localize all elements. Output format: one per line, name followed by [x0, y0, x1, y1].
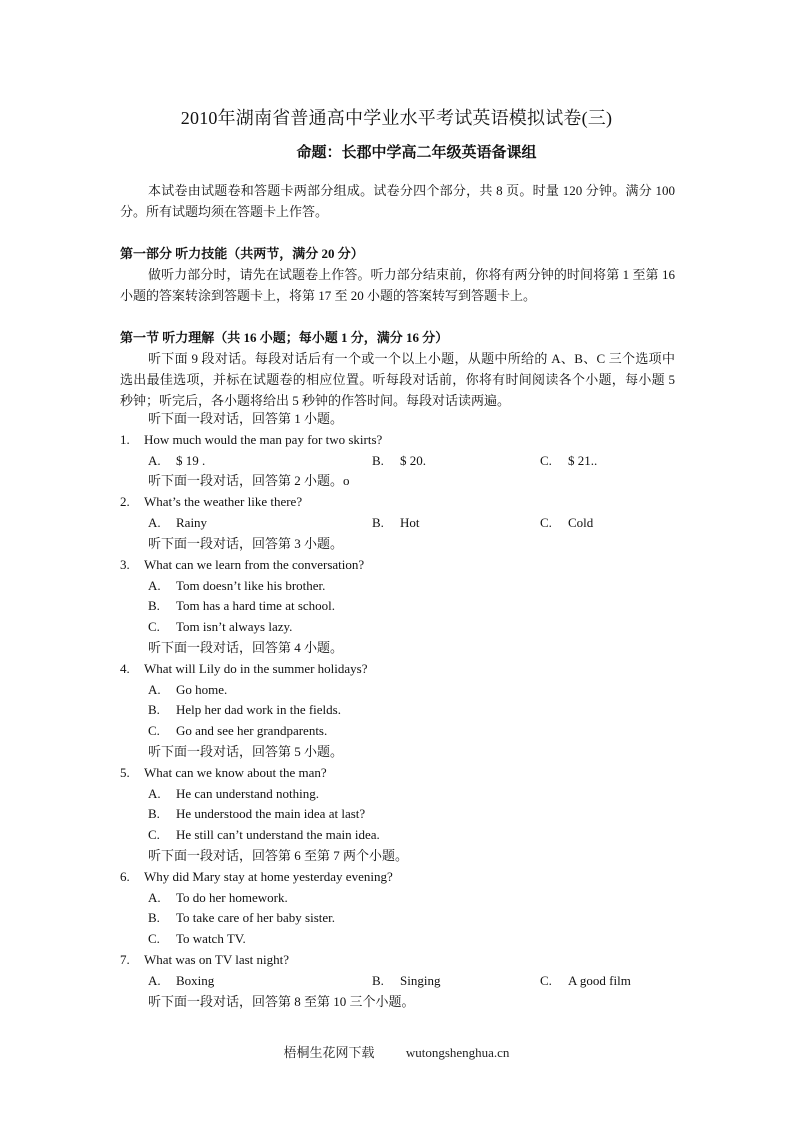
question-6: [120, 867, 393, 887]
question-number: 6.: [120, 869, 130, 884]
question-number: 2.: [120, 494, 130, 509]
dialogue-prompt: 听下面一段对话，回答第 5 小题。: [148, 744, 344, 759]
dialogue-prompt: 听下面一段对话，回答第 8 至第 10 三个小题。: [148, 994, 415, 1009]
question-2: [120, 492, 302, 512]
question-number: 4.: [120, 661, 130, 676]
option-a: A. Go home.: [148, 682, 228, 697]
question-number: 7.: [120, 952, 130, 967]
section1-heading: 第一节 听力理解（共 16 小题；每小题 1 分，满分 16 分）: [120, 330, 449, 345]
part1-heading: 第一部分 听力技能（共两节，满分 20 分）: [120, 246, 364, 261]
question-4: [120, 659, 368, 679]
option-b: B. He understood the main idea at last?: [148, 806, 366, 821]
option-a: A. He can understand nothing.: [148, 786, 319, 801]
option-c: C. A good film: [540, 973, 631, 988]
document-title: 2010年湖南省普通高中学业水平考试英语模拟试卷(三): [180, 108, 613, 128]
option-b: B. Singing: [372, 973, 441, 988]
option-a: A. Boxing: [148, 973, 215, 988]
option-a: A. $ 19 .: [148, 453, 206, 468]
dialogue-prompt: 听下面一段对话，回答第 3 小题。: [148, 536, 344, 551]
option-a: A. Rainy: [148, 515, 208, 530]
part1-instructions: 做听力部分时，请先在试题卷上作答。听力部分结束前，你将有两分钟的时间将第 1 至第 16 小题的答案转涂到答题卡上，将第 17 至 20 小题的答案转写到答题卡上。: [120, 267, 675, 303]
option-b: B. Hot: [372, 515, 420, 530]
section1-instructions: 听下面 9 段对话。每段对话后有一个或一个以上小题，从题中所给的 A、B、C 三个选项中选出最佳选项，并标在试题卷的相应位置。听每段对话前，你将有时间阅读各个小题，每小题 5 秒钟；听完后，各小题将给出 5 秒钟的作答时间。每段对话读两遍。: [120, 351, 675, 408]
option-c: C. Cold: [540, 515, 594, 530]
question-text: What will Lily do in the summer holidays?: [144, 661, 368, 676]
option-a: A. Tom doesn’t like his brother.: [148, 578, 326, 593]
question-text: What can we know about the man?: [144, 765, 327, 780]
footer-site-name: 梧桐生花网下载: [283, 1045, 375, 1060]
question-7: [120, 950, 289, 970]
option-c: C. Go and see her grandparents.: [148, 723, 328, 738]
question-1: [120, 430, 382, 450]
option-c: C. $ 21..: [540, 453, 598, 468]
question-text: What can we learn from the conversation?: [144, 557, 365, 572]
dialogue-prompt: 听下面一段对话，回答第 6 至第 7 两个小题。: [148, 848, 409, 863]
option-c: C. To watch TV.: [148, 931, 246, 946]
question-text: Why did Mary stay at home yesterday evening?: [144, 869, 393, 884]
question-number: 3.: [120, 557, 130, 572]
option-a: A. To do her homework.: [148, 890, 288, 905]
question-text: How much would the man pay for two skirts?: [144, 432, 383, 447]
question-3: [120, 555, 364, 575]
option-c: C. Tom isn’t always lazy.: [148, 619, 293, 634]
dialogue-prompt: 听下面一段对话，回答第 2 小题。o: [148, 473, 350, 488]
dialogue-prompt: 听下面一段对话，回答第 4 小题。: [148, 640, 344, 655]
dialogue-prompt: 听下面一段对话，回答第 1 小题。: [148, 411, 344, 426]
document-subtitle: 命题：长郡中学高二年级英语备课组: [296, 145, 537, 161]
option-c: C. He still can’t understand the main idea.: [148, 827, 380, 842]
question-5: [120, 763, 327, 783]
option-b: B. To take care of her baby sister.: [148, 910, 335, 925]
question-text: What’s the weather like there?: [144, 494, 303, 509]
intro-paragraph: 本试卷由试题卷和答题卡两部分组成。试卷分四个部分，共 8 页。时量 120 分钟。满分 100 分。所有试题均须在答题卡上作答。: [120, 183, 675, 219]
option-b: B. $ 20.: [372, 453, 426, 468]
footer-site-url[interactable]: wutongshenghua.cn: [405, 1045, 510, 1060]
option-b: B. Help her dad work in the fields.: [148, 702, 341, 717]
page-footer: [0, 1042, 793, 1061]
question-number: 5.: [120, 765, 130, 780]
question-number: 1.: [120, 432, 130, 447]
option-b: B. Tom has a hard time at school.: [148, 598, 336, 613]
question-text: What was on TV last night?: [144, 952, 290, 967]
